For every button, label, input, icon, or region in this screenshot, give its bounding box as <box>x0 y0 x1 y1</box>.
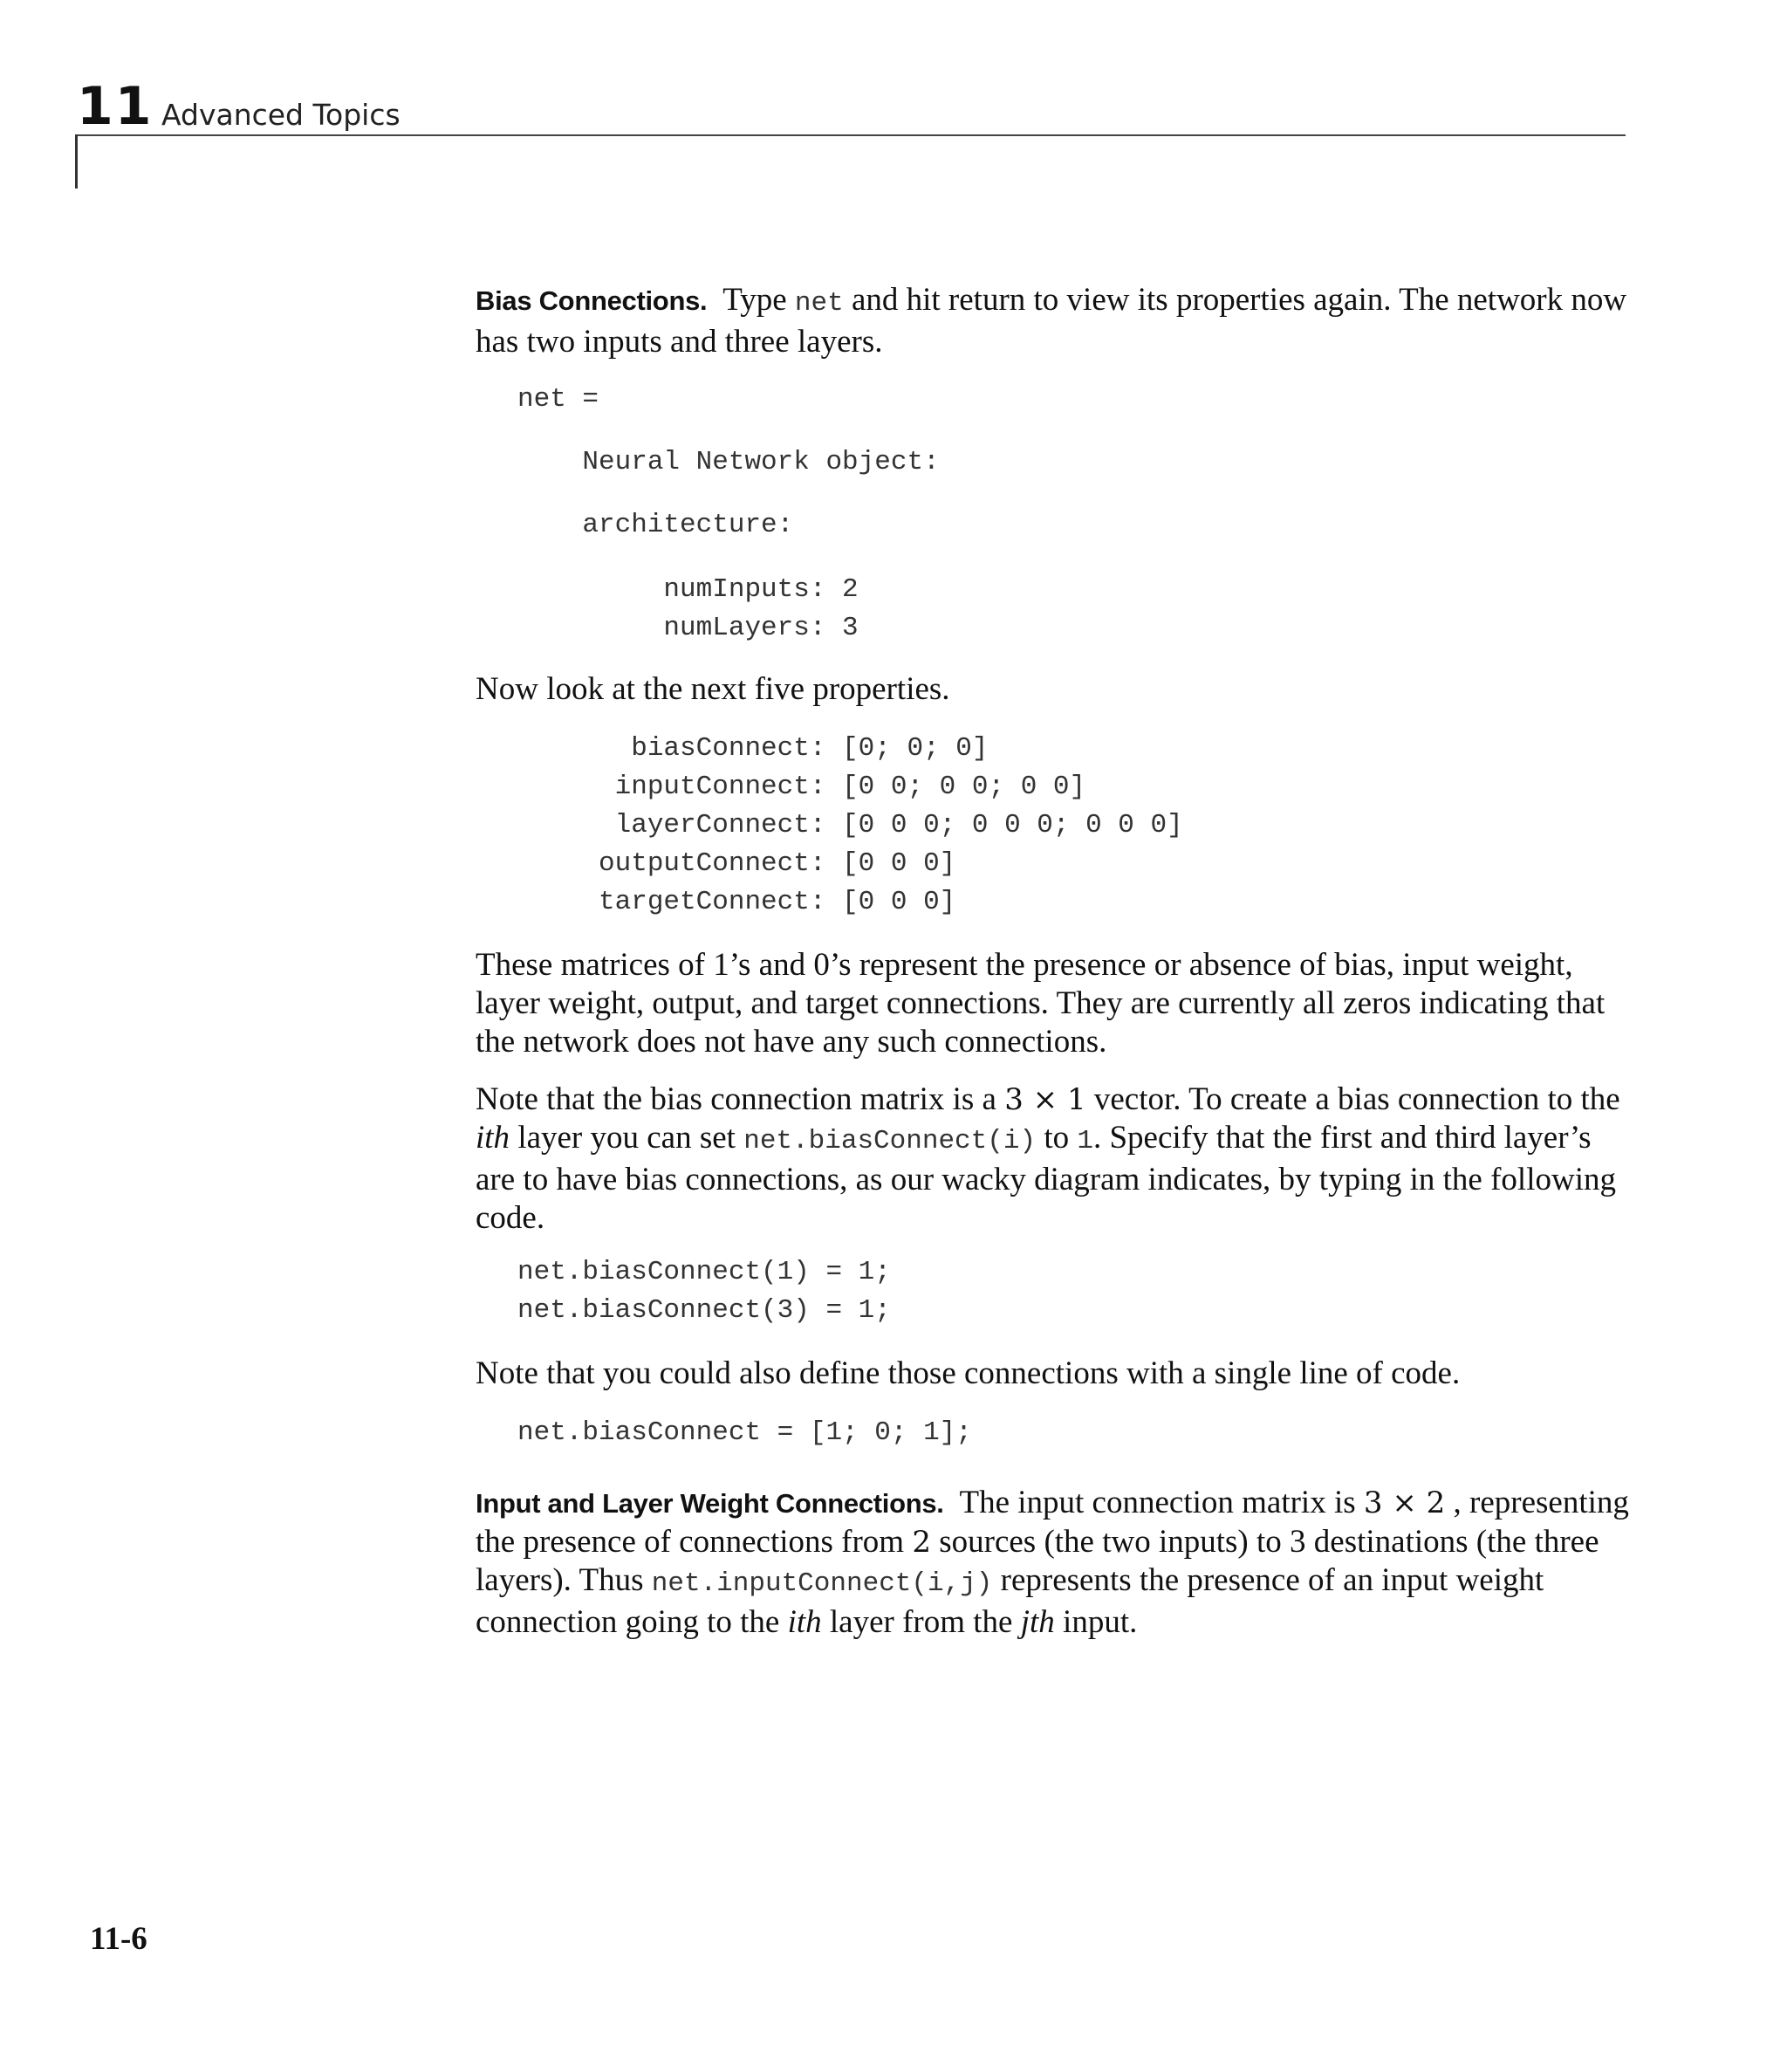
text-run: , representing the presence of connections from <box>476 1485 1629 1560</box>
text-run: Note that the bias connection matrix is a <box>476 1081 1005 1117</box>
italic-term: ith <box>476 1120 510 1156</box>
inline-code: net.inputConnect(i,j) <box>651 1568 993 1599</box>
code-line: numLayers: 3 <box>517 613 859 643</box>
italic-term: jth <box>1020 1604 1055 1640</box>
code-line: net.biasConnect(1) = 1; <box>517 1257 891 1287</box>
math-dimension: 3 × 1 <box>1004 1082 1086 1117</box>
code-line: net = <box>517 384 599 415</box>
code-line: net.biasConnect(3) = 1; <box>517 1295 891 1326</box>
connect-property-line: biasConnect: [0; 0; 0] <box>517 733 989 764</box>
matrices-paragraph: These matrices of 1’s and 0’s represent the presence or absence of bias, input weight, layer weight, output, and target connections. They are currently all zeros indicating that the network does not have any such connections. <box>476 947 1606 1060</box>
connect-property-line: outputConnect: [0 0 0] <box>517 848 956 879</box>
italic-term: ith <box>787 1604 822 1640</box>
text-run: represents the presence of an input weight connection going to the <box>476 1562 1544 1640</box>
text-run: input. <box>1054 1604 1138 1640</box>
next-five-paragraph: Now look at the next five properties. <box>476 671 950 707</box>
bias-intro-paragraph <box>476 281 1636 361</box>
text-run: vector. To create a bias connection to the <box>1085 1081 1620 1117</box>
inline-code: net <box>794 288 844 319</box>
text-run: sources (the two inputs) to 3 destinations (the three layers). Thus <box>476 1524 1599 1598</box>
inline-code: net.biasConnect(i) <box>743 1126 1037 1156</box>
bias-matrix-paragraph <box>476 1081 1636 1238</box>
text-run: layer from the <box>821 1604 1021 1640</box>
code-line: net.biasConnect = [1; 0; 1]; <box>517 1417 972 1448</box>
chapter-number: 11 <box>77 76 154 137</box>
header-rule <box>77 134 1626 136</box>
text-run: Type <box>722 282 795 318</box>
code-line: Neural Network object: <box>517 447 940 477</box>
input-layer-heading: Input and Layer Weight Connections. <box>476 1488 944 1519</box>
text-run: and hit return to view its properties again. The network now has two inputs and three layers. <box>476 282 1627 360</box>
text-run: to <box>1036 1120 1078 1156</box>
connect-property-line: targetConnect: [0 0 0] <box>517 887 956 917</box>
connect-property-line: inputConnect: [0 0; 0 0; 0 0] <box>517 772 1086 802</box>
single-line-paragraph: Note that you could also define those connections with a single line of code. <box>476 1355 1461 1391</box>
connect-property-line: layerConnect: [0 0 0; 0 0 0; 0 0 0] <box>517 810 1183 840</box>
text-run: . Specify that the first and third layer’s are to have bias connections, as our wacky diagram indicates, by typing in the following code. <box>476 1120 1616 1236</box>
input-layer-paragraph <box>476 1484 1636 1642</box>
math-dimension: 3 × 2 <box>1363 1485 1446 1520</box>
code-line: architecture: <box>517 510 794 540</box>
page-number: 11-6 <box>90 1921 147 1957</box>
header-tick <box>75 134 78 189</box>
text-run: The input connection matrix is <box>959 1485 1364 1520</box>
chapter-title: Advanced Topics <box>161 98 401 132</box>
math-number: 2 <box>912 1525 931 1560</box>
code-line: numInputs: 2 <box>517 574 859 605</box>
text-run: layer you can set <box>510 1120 744 1156</box>
inline-code: 1 <box>1077 1126 1093 1156</box>
bias-connections-heading: Bias Connections. <box>476 285 708 316</box>
